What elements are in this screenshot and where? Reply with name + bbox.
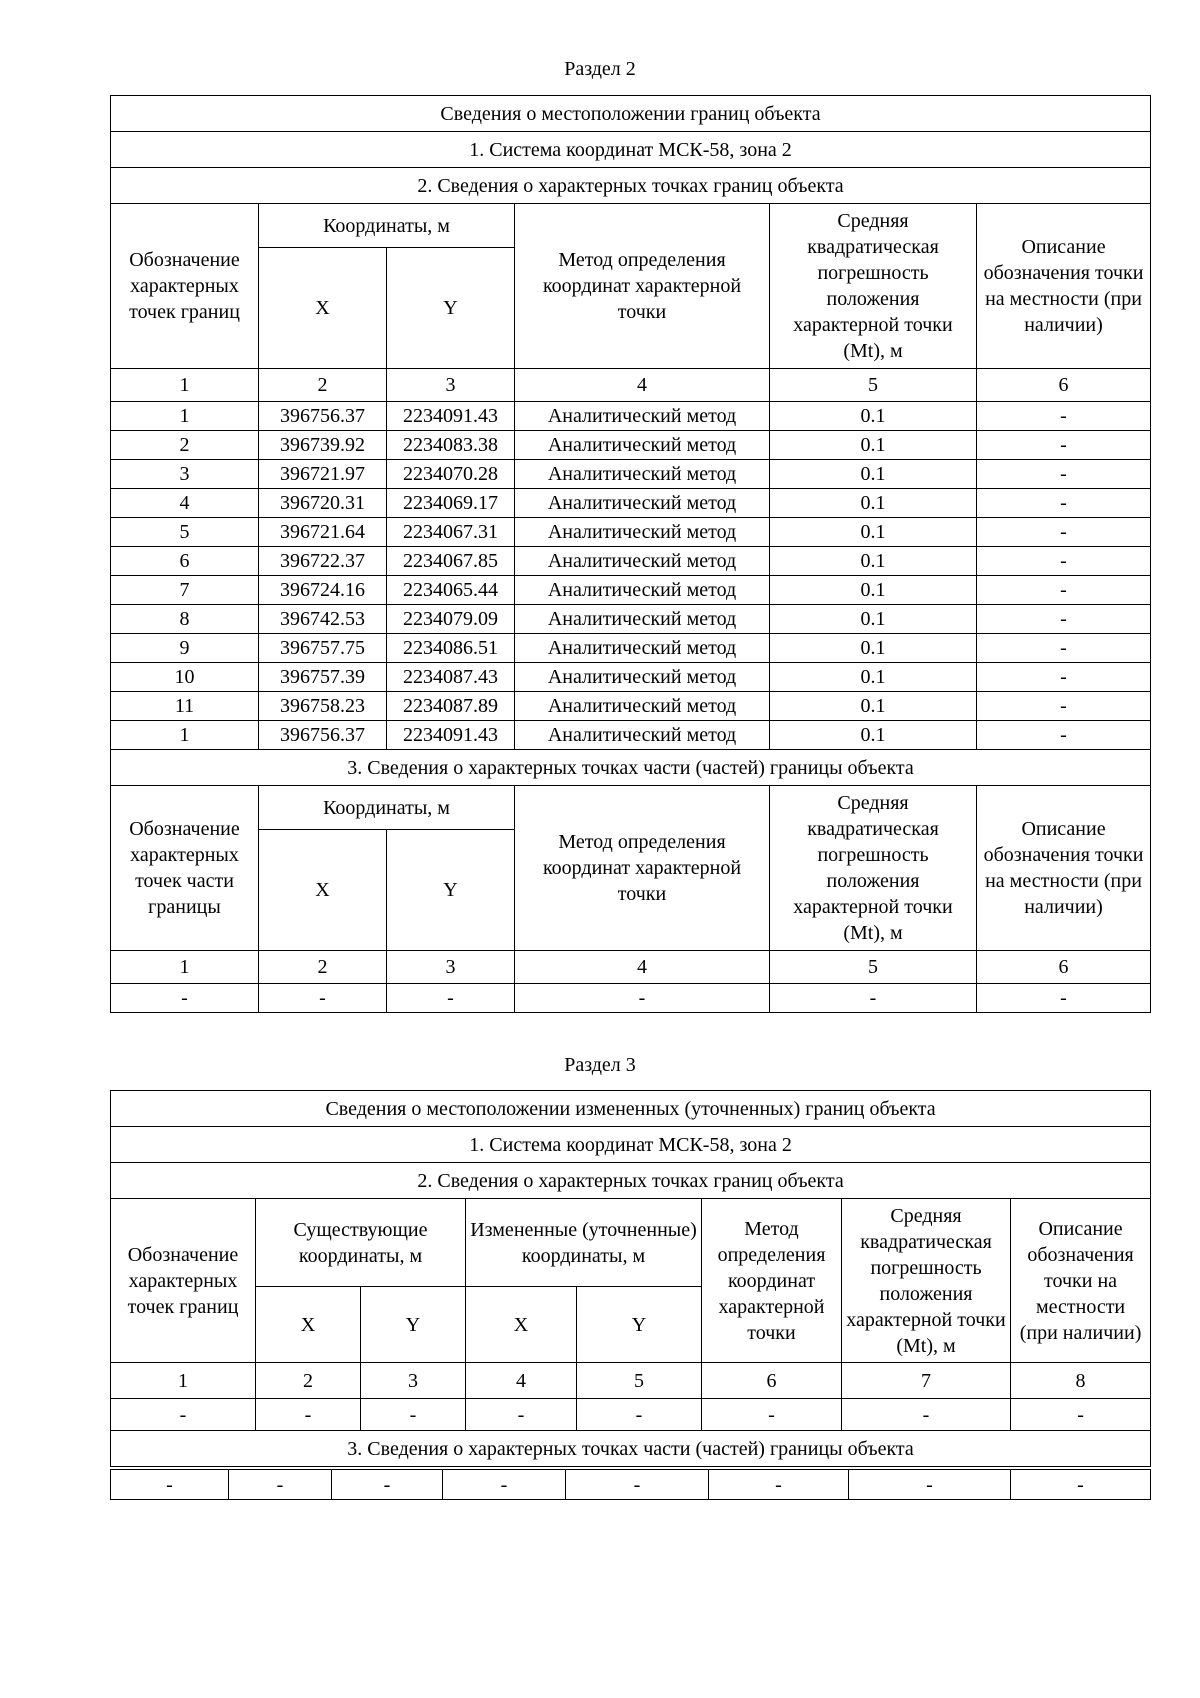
method: Аналитический метод (515, 489, 770, 518)
column-number: 3 (387, 369, 515, 402)
point-description: - (977, 518, 1151, 547)
table-row (111, 1399, 1151, 1431)
point-description: - (977, 547, 1151, 576)
method: Аналитический метод (515, 547, 770, 576)
col-header-coords: Координаты, м (259, 204, 515, 248)
table-cell: - (229, 1470, 332, 1500)
coord-y: 2234069.17 (387, 489, 515, 518)
s3-col-header-method: Метод определения координат характерной точки (702, 1199, 842, 1363)
mean-error: 0.1 (770, 605, 977, 634)
parts-column-number-row (111, 951, 1151, 984)
mean-error: 0.1 (770, 547, 977, 576)
coord-y: 2234065.44 (387, 576, 515, 605)
column-number: 1 (111, 1363, 256, 1399)
method: Аналитический метод (515, 460, 770, 489)
coord-y: 2234086.51 (387, 634, 515, 663)
table-cell: - (466, 1399, 577, 1431)
column-number: 6 (977, 369, 1151, 402)
table-cell: - (709, 1470, 849, 1500)
table-cell: - (566, 1470, 709, 1500)
column-number: 2 (259, 369, 387, 402)
coord-y: 2234087.43 (387, 663, 515, 692)
point-number: 4 (111, 489, 259, 518)
table-cell: - (977, 984, 1151, 1013)
table-row (111, 431, 1151, 460)
method: Аналитический метод (515, 518, 770, 547)
table-row (111, 692, 1151, 721)
table-row (111, 489, 1151, 518)
section3-header: Сведения о местоположении измененных (уточненных) границ объекта (111, 1091, 1151, 1127)
point-description: - (977, 489, 1151, 518)
coord-y: 2234083.38 (387, 431, 515, 460)
coord-x: 396720.31 (259, 489, 387, 518)
mean-error: 0.1 (770, 634, 977, 663)
point-description: - (977, 692, 1151, 721)
column-number: 3 (387, 951, 515, 984)
coord-y: 2234087.89 (387, 692, 515, 721)
method: Аналитический метод (515, 605, 770, 634)
table-cell: - (259, 984, 387, 1013)
column-number: 2 (259, 951, 387, 984)
point-number: 7 (111, 576, 259, 605)
table-cell: - (111, 984, 259, 1013)
point-number: 1 (111, 721, 259, 750)
mean-error: 0.1 (770, 518, 977, 547)
point-description: - (977, 576, 1151, 605)
table-cell: - (361, 1399, 466, 1431)
s3-col-header-changed-coords: Измененные (уточненные) координаты, м (466, 1199, 702, 1287)
coord-x: 396757.75 (259, 634, 387, 663)
coord-x: 396757.39 (259, 663, 387, 692)
coord-x: 396758.23 (259, 692, 387, 721)
point-description: - (977, 721, 1151, 750)
point-description: - (977, 605, 1151, 634)
mean-error: 0.1 (770, 721, 977, 750)
point-description: - (977, 634, 1151, 663)
point-description: - (977, 431, 1151, 460)
section3-parts-table (110, 1469, 1151, 1500)
parts-col-header-x: X (259, 830, 387, 951)
table-row (111, 721, 1151, 750)
column-number: 6 (977, 951, 1151, 984)
point-number: 10 (111, 663, 259, 692)
parts-col-header-method: Метод определения координат характерной точки (515, 786, 770, 951)
coord-x: 396742.53 (259, 605, 387, 634)
coord-x: 396721.64 (259, 518, 387, 547)
method: Аналитический метод (515, 721, 770, 750)
table-cell: - (770, 984, 977, 1013)
method: Аналитический метод (515, 634, 770, 663)
col-header-designation: Обозначение характерных точек границ (111, 204, 259, 369)
table-row (111, 634, 1151, 663)
section3-table (110, 1090, 1151, 1467)
s3-col-header-error: Средняя квадратическая погрешность положения характерной точки (Mt), м (842, 1199, 1011, 1363)
table-cell: - (1011, 1470, 1151, 1500)
table-cell: - (515, 984, 770, 1013)
section3-parts-header: 3. Сведения о характерных точках части (частей) границы объекта (111, 1431, 1151, 1467)
parts-col-header-coords: Координаты, м (259, 786, 515, 830)
mean-error: 0.1 (770, 663, 977, 692)
point-number: 8 (111, 605, 259, 634)
section3-title: Раздел 3 (564, 1054, 636, 1076)
method: Аналитический метод (515, 431, 770, 460)
table-cell: - (111, 1470, 229, 1500)
point-number: 9 (111, 634, 259, 663)
parts-row (111, 1470, 1151, 1500)
table-cell: - (443, 1470, 566, 1500)
coord-y: 2234091.43 (387, 402, 515, 431)
coord-y: 2234091.43 (387, 721, 515, 750)
section2-parts-header: 3. Сведения о характерных точках части (частей) границы объекта (111, 750, 1151, 786)
table-row (111, 663, 1151, 692)
mean-error: 0.1 (770, 692, 977, 721)
section3-coord-system: 1. Система координат МСК-58, зона 2 (111, 1127, 1151, 1163)
table-cell: - (842, 1399, 1011, 1431)
column-number: 4 (515, 951, 770, 984)
col-header-error: Средняя квадратическая погрешность положения характерной точки (Mt), м (770, 204, 977, 369)
column-number: 6 (702, 1363, 842, 1399)
table-row (111, 576, 1151, 605)
coord-x: 396721.97 (259, 460, 387, 489)
table-row (111, 547, 1151, 576)
column-number: 1 (111, 951, 259, 984)
col-header-x: X (259, 248, 387, 369)
s3-col-header-designation: Обозначение характерных точек границ (111, 1199, 256, 1363)
s3-col-header-y2: Y (577, 1287, 702, 1363)
point-number: 2 (111, 431, 259, 460)
section2-coord-system: 1. Система координат МСК-58, зона 2 (111, 132, 1151, 168)
column-number: 1 (111, 369, 259, 402)
parts-col-header-y: Y (387, 830, 515, 951)
s3-col-header-x2: X (466, 1287, 577, 1363)
column-number: 5 (770, 951, 977, 984)
s3-col-header-x: X (256, 1287, 361, 1363)
table-cell: - (387, 984, 515, 1013)
coord-x: 396756.37 (259, 721, 387, 750)
section3-points-header: 2. Сведения о характерных точках границ объекта (111, 1163, 1151, 1199)
s3-col-header-existing-coords: Существующие координаты, м (256, 1199, 466, 1287)
column-number: 2 (256, 1363, 361, 1399)
coord-y: 2234067.31 (387, 518, 515, 547)
table-row (111, 460, 1151, 489)
column-number-row (111, 369, 1151, 402)
table-cell: - (577, 1399, 702, 1431)
method: Аналитический метод (515, 576, 770, 605)
point-description: - (977, 402, 1151, 431)
parts-col-header-designation: Обозначение характерных точек части границы (111, 786, 259, 951)
coord-y: 2234070.28 (387, 460, 515, 489)
mean-error: 0.1 (770, 460, 977, 489)
mean-error: 0.1 (770, 431, 977, 460)
column-number: 3 (361, 1363, 466, 1399)
mean-error: 0.1 (770, 489, 977, 518)
point-description: - (977, 460, 1151, 489)
s3-col-header-description: Описание обозначения точки на местности (при наличии) (1011, 1199, 1151, 1363)
point-number: 1 (111, 402, 259, 431)
table-row (111, 402, 1151, 431)
method: Аналитический метод (515, 692, 770, 721)
column-number: 8 (1011, 1363, 1151, 1399)
section2-header: Сведения о местоположении границ объекта (111, 96, 1151, 132)
coord-y: 2234079.09 (387, 605, 515, 634)
column-number: 5 (770, 369, 977, 402)
point-description: - (977, 663, 1151, 692)
point-number: 5 (111, 518, 259, 547)
coord-x: 396722.37 (259, 547, 387, 576)
parts-col-header-error: Средняя квадратическая погрешность положения характерной точки (Mt), м (770, 786, 977, 951)
table-cell: - (332, 1470, 443, 1500)
method: Аналитический метод (515, 663, 770, 692)
point-number: 6 (111, 547, 259, 576)
section2-title: Раздел 2 (564, 58, 636, 80)
column-number: 5 (577, 1363, 702, 1399)
col-header-y: Y (387, 248, 515, 369)
column-number: 4 (466, 1363, 577, 1399)
table-cell: - (702, 1399, 842, 1431)
parts-col-header-description: Описание обозначения точки на местности (при наличии) (977, 786, 1151, 951)
mean-error: 0.1 (770, 402, 977, 431)
coord-y: 2234067.85 (387, 547, 515, 576)
coord-x: 396724.16 (259, 576, 387, 605)
coord-x: 396739.92 (259, 431, 387, 460)
table-cell: - (849, 1470, 1011, 1500)
column-number: 4 (515, 369, 770, 402)
table-cell: - (111, 1399, 256, 1431)
s3-col-header-y: Y (361, 1287, 466, 1363)
col-header-description: Описание обозначения точки на местности (при наличии) (977, 204, 1151, 369)
table-row (111, 605, 1151, 634)
point-number: 11 (111, 692, 259, 721)
table-cell: - (256, 1399, 361, 1431)
method: Аналитический метод (515, 402, 770, 431)
point-number: 3 (111, 460, 259, 489)
section2-table (110, 95, 1151, 1013)
mean-error: 0.1 (770, 576, 977, 605)
column-number: 7 (842, 1363, 1011, 1399)
coord-x: 396756.37 (259, 402, 387, 431)
parts-row (111, 984, 1151, 1013)
table-cell: - (1011, 1399, 1151, 1431)
table-row (111, 518, 1151, 547)
section2-points-header: 2. Сведения о характерных точках границ объекта (111, 168, 1151, 204)
s3-column-number-row (111, 1363, 1151, 1399)
col-header-method: Метод определения координат характерной точки (515, 204, 770, 369)
